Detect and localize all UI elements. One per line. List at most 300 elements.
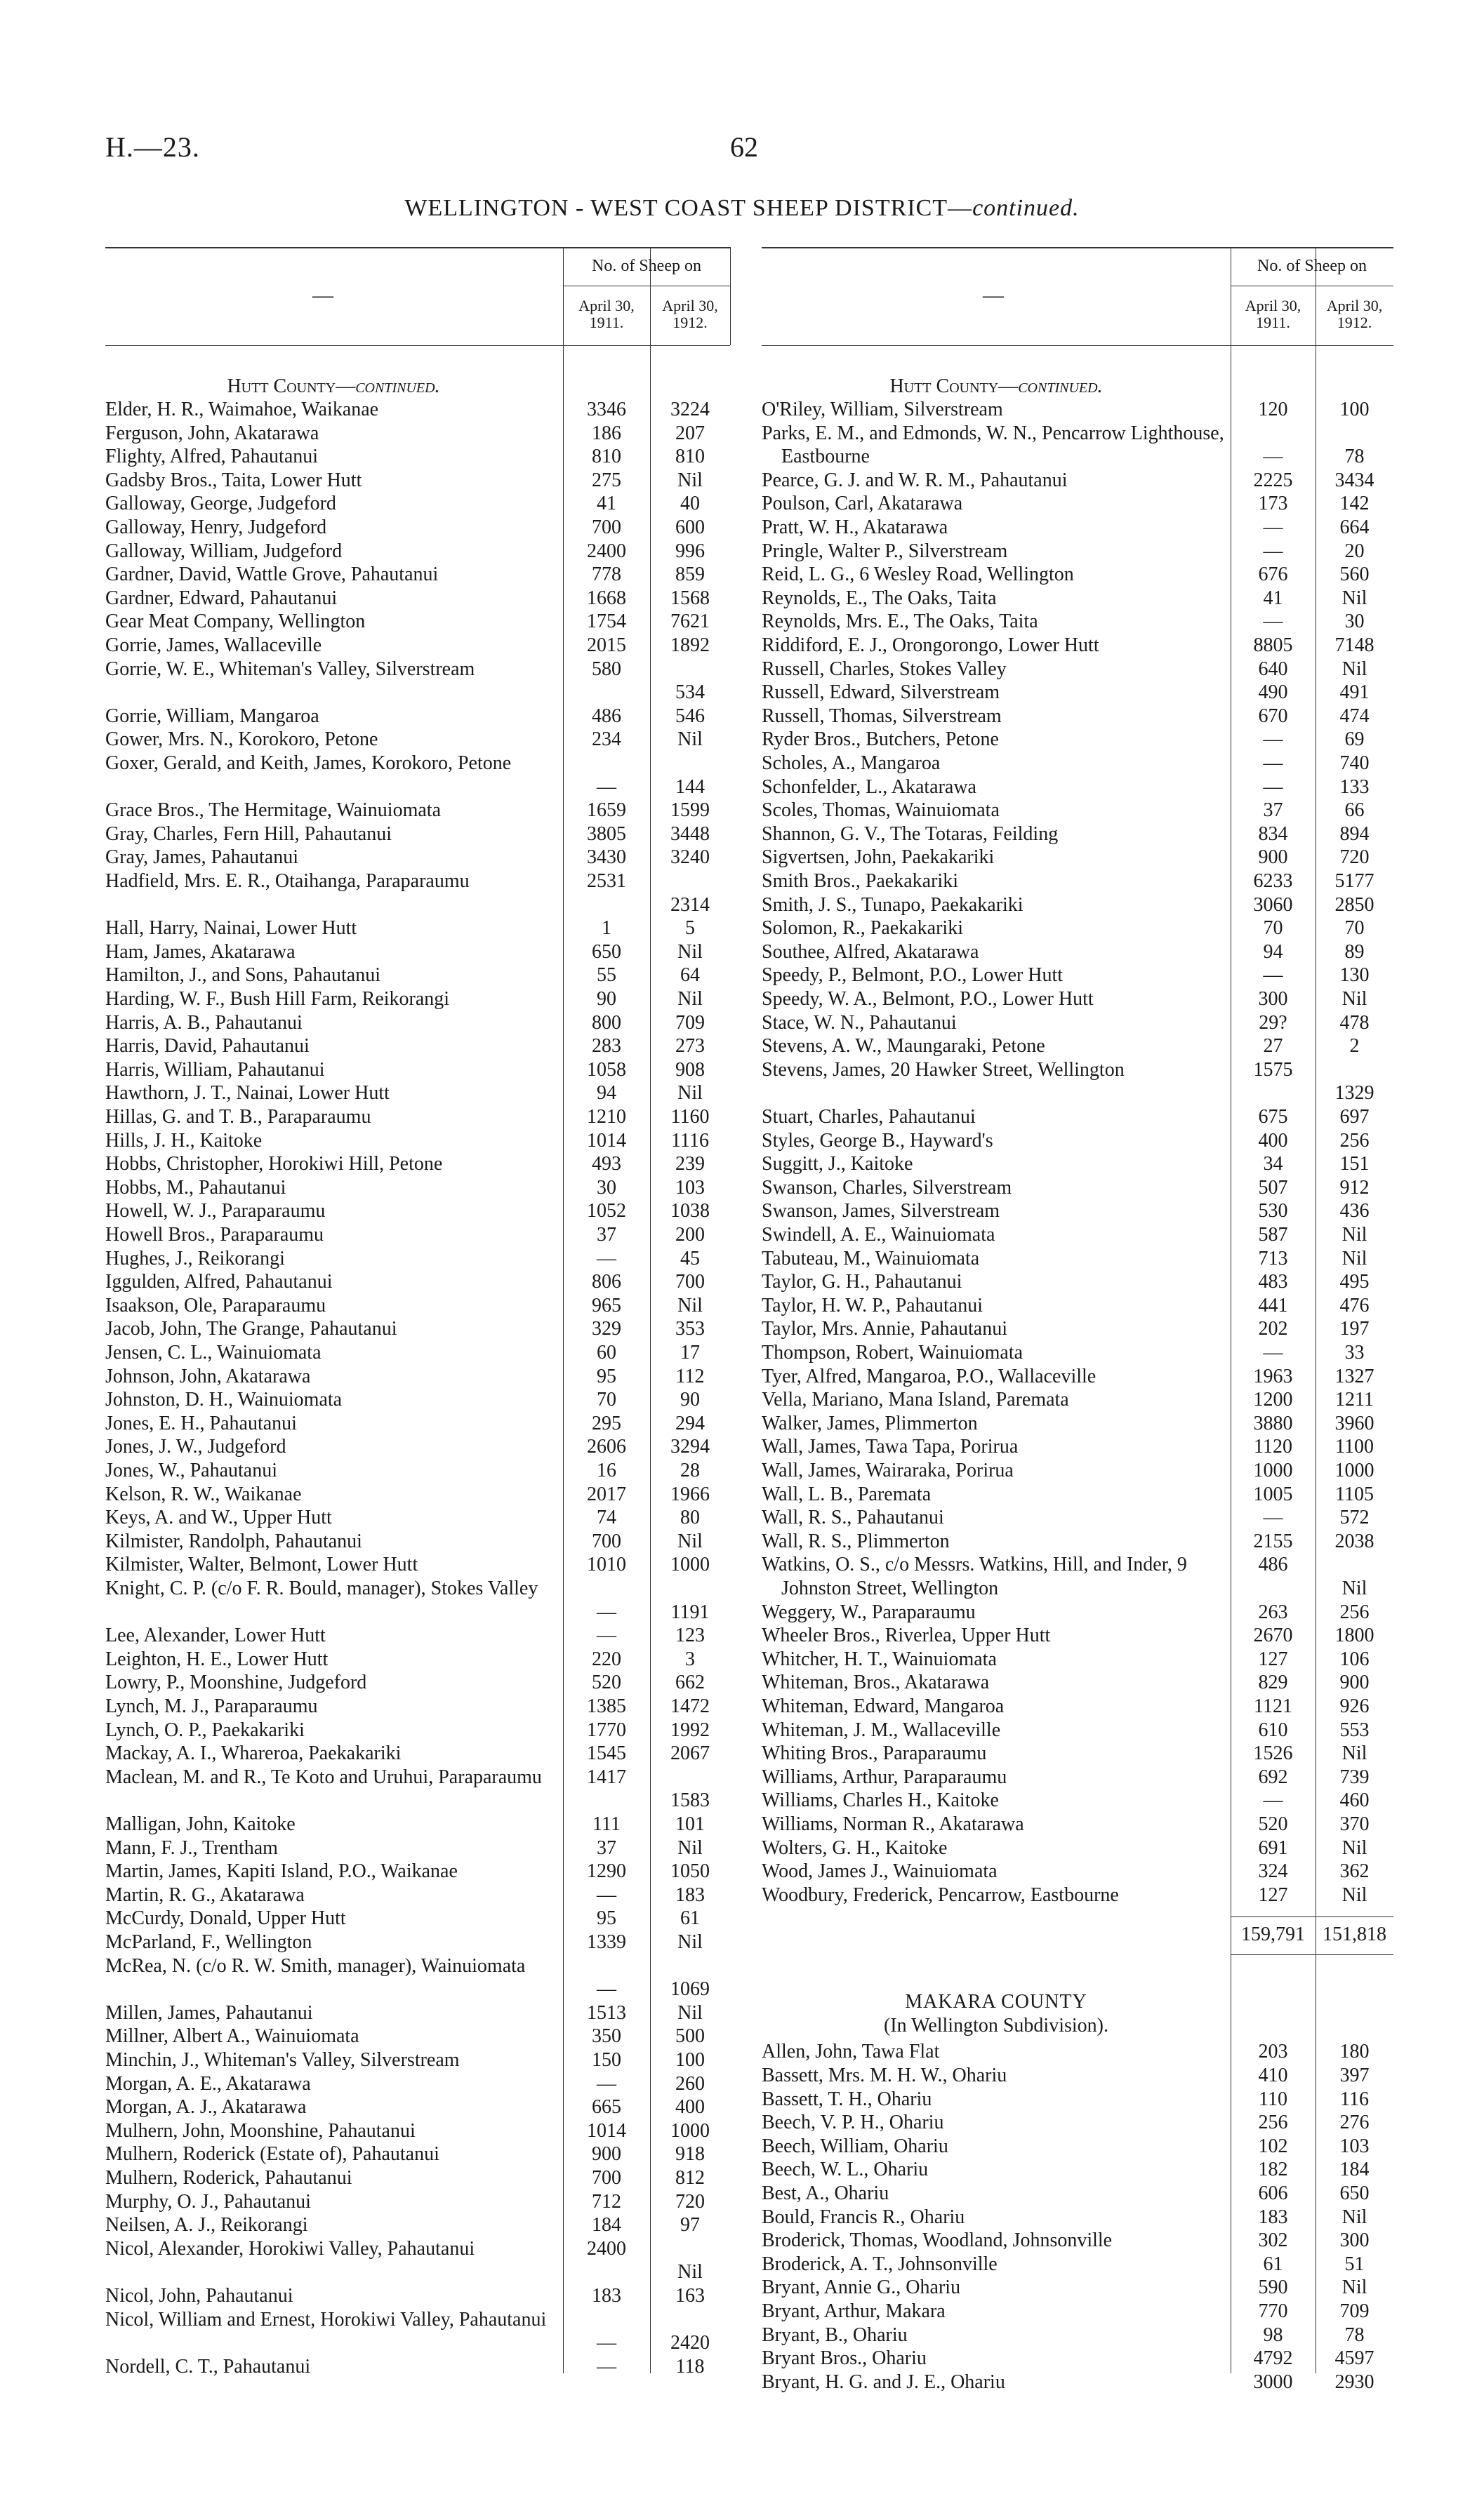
- owner-name: Bassett, Mrs. M. H. W., Ohariu: [762, 2064, 1007, 2086]
- count-1912: 4597: [1334, 2347, 1374, 2370]
- count-1911: 1339: [587, 1931, 626, 1953]
- table-row: [762, 940, 1393, 964]
- owner-name: Wall, L. B., Paremata: [762, 1483, 932, 1505]
- owner-name: Swanson, Charles, Silverstream: [762, 1176, 1012, 1199]
- table-row: [105, 1365, 730, 1389]
- count-1911: 2225: [1253, 469, 1293, 491]
- count-1911: 486: [1258, 1554, 1288, 1576]
- count-1911: —: [1263, 1507, 1283, 1529]
- owner-name: Goxer, Gerald, and Keith, James, Korokoro, Petone: [105, 752, 512, 774]
- table-row: [105, 2001, 730, 2025]
- table-row: [105, 492, 730, 516]
- owner-name: Lynch, O. P., Paekakariki: [105, 1719, 305, 1741]
- count-1911: 590: [1258, 2276, 1288, 2299]
- count-1911: 441: [1258, 1294, 1288, 1316]
- count-1912: 1191: [670, 1601, 710, 1623]
- count-1911: 3346: [587, 399, 626, 420]
- count-1912: Nil: [1341, 587, 1367, 609]
- total-rule-bottom: [1231, 1954, 1393, 1955]
- count-1911: 1052: [587, 1200, 626, 1222]
- table-row: [762, 1388, 1393, 1412]
- table-row: [105, 1199, 730, 1223]
- owner-name: Pearce, G. J. and W. R. M., Pahautanui: [762, 469, 1068, 491]
- count-1912: 353: [675, 1318, 705, 1340]
- owner-name: Broderick, A. T., Johnsonville: [762, 2253, 998, 2275]
- count-1912: 294: [675, 1412, 705, 1434]
- table-row: [762, 2229, 1393, 2253]
- count-1912: 664: [1339, 516, 1370, 538]
- count-1911: 61: [1263, 2253, 1283, 2275]
- count-1912: 2420: [670, 2332, 710, 2354]
- table-row: [105, 445, 730, 469]
- count-1911: 70: [597, 1389, 616, 1411]
- count-1912: 260: [675, 2072, 705, 2095]
- owner-name: Bassett, T. H., Ohariu: [762, 2088, 932, 2110]
- owner-name: Hawthorn, J. T., Nainai, Lower Hutt: [105, 1082, 390, 1105]
- owner-name: Pringle, Walter P., Silverstream: [762, 540, 1008, 562]
- count-1912: 239: [675, 1153, 705, 1175]
- owner-name: Smith Bros., Paekakariki: [762, 870, 958, 892]
- table-row: [105, 1176, 730, 1200]
- table-row: [762, 1483, 1393, 1507]
- table-row: [105, 1459, 730, 1483]
- table-row: [762, 1341, 1393, 1365]
- count-1911: 95: [597, 1907, 616, 1930]
- count-1912: Nil: [1341, 2276, 1367, 2299]
- count-1911: 1417: [587, 1766, 626, 1788]
- owner-name: Jones, W., Pahautanui: [105, 1460, 277, 1481]
- count-1912: 133: [1339, 775, 1370, 798]
- owner-name: Styles, George B., Hayward's: [762, 1129, 993, 1152]
- table-row: [762, 2206, 1393, 2229]
- count-1912: 300: [1339, 2229, 1370, 2252]
- owner-name: Speedy, W. A., Belmont, P.O., Lower Hutt: [762, 988, 1094, 1010]
- owner-name: Wall, James, Wairaraka, Porirua: [762, 1460, 1014, 1481]
- owner-name: Scoles, Thomas, Wainuiomata: [762, 799, 1000, 822]
- table-row: [105, 728, 730, 752]
- table-row: [762, 2040, 1393, 2064]
- count-1912: 180: [1339, 2041, 1370, 2063]
- owner-name: Gray, Charles, Fern Hill, Pahautanui: [105, 822, 392, 845]
- owner-name: Wolters, G. H., Kaitoke: [762, 1836, 948, 1859]
- table-row: [105, 1766, 730, 1813]
- owner-name: Swindell, A. E., Wainuiomata: [762, 1224, 995, 1246]
- count-1911: 350: [592, 2025, 621, 2048]
- owner-name: Solomon, R., Paekakariki: [762, 917, 963, 940]
- count-1911: 127: [1258, 1648, 1288, 1670]
- table-row: [105, 2213, 730, 2237]
- owner-name: Pratt, W. H., Akatarawa: [762, 516, 948, 538]
- table-row: [762, 1058, 1393, 1105]
- count-1912: Nil: [677, 728, 703, 751]
- owner-name: Watkins, O. S., c/o Messrs. Watkins, Hill, and Inder, 9 Johnston Street, Wellington: [762, 1554, 1187, 1599]
- count-1911: 1000: [1253, 1460, 1293, 1481]
- owner-name: Gear Meat Company, Wellington: [105, 611, 366, 633]
- count-1911: —: [1263, 516, 1283, 538]
- count-1911: 183: [592, 2285, 621, 2307]
- count-1912: 1038: [670, 1200, 710, 1222]
- table-row: [762, 1789, 1393, 1813]
- table-row: [762, 1412, 1393, 1436]
- count-1912: 370: [1339, 1813, 1370, 1835]
- count-1911: 98: [1263, 2324, 1283, 2346]
- owner-name: Whiteman, J. M., Wallaceville: [762, 1719, 1001, 1741]
- owner-name: Hall, Harry, Nainai, Lower Hutt: [105, 917, 357, 940]
- count-1912: 2: [1349, 1035, 1360, 1058]
- owner-name: Stuart, Charles, Pahautanui: [762, 1106, 976, 1128]
- count-1912: 151: [1339, 1153, 1370, 1175]
- count-1911: 580: [592, 658, 621, 680]
- table-row: [762, 893, 1393, 917]
- table-row: [105, 1270, 730, 1294]
- count-1912: 1000: [670, 2119, 710, 2142]
- count-1911: 834: [1258, 822, 1288, 845]
- count-1911: 300: [1258, 988, 1288, 1010]
- table-row: [105, 2166, 730, 2190]
- owner-name: Kelson, R. W., Waikanae: [105, 1483, 302, 1505]
- count-1912: Nil: [1341, 1742, 1367, 1765]
- count-1912: 474: [1339, 705, 1370, 727]
- table-row: [105, 1860, 730, 1884]
- table-row: [762, 492, 1393, 516]
- count-1911: 587: [1258, 1224, 1288, 1246]
- table-row: [762, 1648, 1393, 1672]
- count-1912: 500: [675, 2025, 705, 2048]
- owner-name: Walker, James, Plimmerton: [762, 1412, 978, 1434]
- owner-name: Hills, J. H., Kaitoke: [105, 1129, 263, 1152]
- count-1911: 220: [592, 1648, 621, 1670]
- owner-name: Iggulden, Alfred, Pahautanui: [105, 1271, 333, 1293]
- count-1911: 55: [597, 964, 616, 987]
- owner-name: Reynolds, Mrs. E., The Oaks, Taita: [762, 611, 1038, 633]
- count-1911: 400: [1258, 1129, 1288, 1152]
- count-1911: —: [1263, 964, 1283, 987]
- table-row: [762, 822, 1393, 846]
- count-1912: 560: [1339, 564, 1370, 586]
- owner-name: Jones, J. W., Judgeford: [105, 1436, 286, 1458]
- table-row: [105, 2048, 730, 2072]
- owner-name: McRea, N. (c/o R. W. Smith, manager), Wainuiomata: [105, 1954, 526, 1977]
- count-1911: —: [597, 1884, 616, 1906]
- count-1911: 120: [1258, 399, 1288, 420]
- count-1911: 6233: [1253, 870, 1293, 892]
- count-1911: 8805: [1253, 634, 1293, 656]
- table-row: [105, 2119, 730, 2143]
- count-1912: 1000: [1334, 1460, 1374, 1481]
- owner-name: Harris, A. B., Pahautanui: [105, 1011, 303, 1034]
- count-1911: 675: [1258, 1106, 1288, 1128]
- count-1912: 1800: [1334, 1625, 1374, 1647]
- head-group: No. of Sheep on: [592, 257, 701, 275]
- table-row: [105, 1294, 730, 1318]
- count-1911: —: [597, 2072, 616, 2095]
- table-row: [762, 1176, 1393, 1200]
- table-row: [105, 2308, 730, 2355]
- owner-name: Taylor, Mrs. Annie, Pahautanui: [762, 1318, 1007, 1340]
- table-row: [105, 1553, 730, 1577]
- table-row: [105, 1671, 730, 1695]
- count-1911: 900: [1258, 846, 1288, 869]
- count-1912: 1105: [1335, 1483, 1374, 1505]
- head-c1-r: April 30, 1911.: [1245, 297, 1301, 331]
- owner-name: Hillas, G. and T. B., Paraparaumu: [105, 1106, 371, 1128]
- owner-name: Bryant, B., Ohariu: [762, 2324, 908, 2346]
- owner-name: Whitcher, H. T., Wainuiomata: [762, 1648, 997, 1670]
- owner-name: Beech, W. L., Ohariu: [762, 2159, 929, 2181]
- table-row: [762, 964, 1393, 987]
- count-1911: 184: [592, 2214, 621, 2236]
- table-row: [105, 1388, 730, 1412]
- owner-name: Taylor, G. H., Pahautanui: [762, 1271, 962, 1293]
- count-1912: 894: [1339, 822, 1370, 845]
- count-1911: 94: [1263, 940, 1283, 963]
- total-rule: [1231, 1916, 1393, 1917]
- count-1911: 3430: [587, 846, 626, 869]
- table-row: [105, 634, 730, 658]
- count-1912: Nil: [677, 1931, 703, 1953]
- count-1912: 1116: [671, 1129, 709, 1152]
- owner-name: Beech, V. P. H., Ohariu: [762, 2112, 944, 2134]
- owner-name: Thompson, Robert, Wainuiomata: [762, 1342, 1023, 1364]
- table-row: [105, 1152, 730, 1176]
- count-1911: 1010: [587, 1554, 626, 1576]
- owner-name: Martin, R. G., Akatarawa: [105, 1884, 305, 1906]
- count-1911: 110: [1259, 2088, 1287, 2110]
- owner-name: Bryant, H. G. and J. E., Ohariu: [762, 2371, 1005, 2393]
- count-1911: 173: [1258, 493, 1288, 515]
- table-row: [105, 1247, 730, 1271]
- table-row: [762, 1813, 1393, 1836]
- count-1912: 123: [675, 1625, 705, 1647]
- count-1911: 41: [597, 493, 616, 515]
- count-1912: 7621: [670, 611, 710, 633]
- table-row: [105, 1317, 730, 1341]
- count-1912: 2314: [670, 893, 710, 916]
- count-1912: 491: [1339, 681, 1370, 704]
- table-row: [762, 987, 1393, 1011]
- count-1912: 1568: [670, 587, 710, 609]
- count-1911: 670: [1258, 705, 1288, 727]
- owner-name: Gorrie, William, Mangaroa: [105, 705, 319, 727]
- table-row: [105, 1624, 730, 1648]
- count-1911: —: [597, 2332, 616, 2354]
- owner-name: Stace, W. N., Pahautanui: [762, 1011, 957, 1034]
- owner-name: Hamilton, J., and Sons, Pahautanui: [105, 964, 380, 987]
- count-1912: 1000: [670, 1554, 710, 1576]
- table-row: [105, 422, 730, 446]
- owner-name: Mulhern, Roderick (Estate of), Pahautanui: [105, 2143, 439, 2166]
- count-1912: 3448: [670, 822, 710, 845]
- table-row: [762, 1011, 1393, 1035]
- count-1912: 197: [1339, 1318, 1370, 1340]
- count-1912: 28: [680, 1460, 700, 1481]
- count-1911: 60: [597, 1342, 616, 1364]
- count-1912: Nil: [677, 1082, 703, 1105]
- table-row: [105, 1034, 730, 1058]
- count-1912: 918: [675, 2143, 705, 2166]
- owner-name: Whiteman, Bros., Akatarawa: [762, 1672, 990, 1694]
- owner-name: Vella, Mariano, Mana Island, Paremata: [762, 1389, 1069, 1411]
- owner-name: Johnston, D. H., Wainuiomata: [105, 1389, 343, 1411]
- owner-name: Leighton, H. E., Lower Hutt: [105, 1648, 329, 1670]
- owner-name: Nicol, William and Ernest, Horokiwi Valley, Pahautanui: [105, 2308, 547, 2331]
- owner-name: Grace Bros., The Hermitage, Wainuiomata: [105, 799, 441, 822]
- owner-name: Smith, J. S., Tunapo, Paekakariki: [762, 893, 1023, 916]
- table-row: [762, 846, 1393, 869]
- count-1911: 234: [592, 728, 621, 751]
- count-1912: 106: [1339, 1648, 1370, 1670]
- owner-name: Howell Bros., Paraparaumu: [105, 1224, 324, 1246]
- count-1911: 1963: [1253, 1365, 1293, 1387]
- owner-name: Neilsen, A. J., Reikorangi: [105, 2214, 308, 2236]
- table-row: [762, 2135, 1393, 2159]
- count-1911: 1770: [587, 1719, 626, 1741]
- count-1912: 495: [1339, 1271, 1370, 1293]
- count-1912: 572: [1339, 1507, 1370, 1529]
- count-1911: —: [1263, 752, 1283, 774]
- count-1911: 1575: [1253, 1058, 1293, 1081]
- table-row: [762, 1671, 1393, 1695]
- count-1912: 709: [675, 1011, 705, 1034]
- table-row: [105, 1813, 730, 1836]
- count-1911: 203: [1258, 2041, 1288, 2063]
- owner-name: Taylor, H. W. P., Pahautanui: [762, 1294, 983, 1316]
- owner-name: Minchin, J., Whiteman's Valley, Silverstream: [105, 2049, 460, 2071]
- table-row: [105, 540, 730, 564]
- count-1911: 127: [1258, 1884, 1288, 1906]
- count-1912: 69: [1344, 728, 1365, 751]
- count-1912: 20: [1344, 540, 1365, 562]
- count-1911: 4792: [1253, 2347, 1293, 2370]
- count-1912: 89: [1344, 940, 1365, 963]
- count-1912: 90: [680, 1389, 700, 1411]
- count-1911: 182: [1258, 2159, 1288, 2181]
- owner-name: Tyer, Alfred, Mangaroa, P.O., Wallaceville: [762, 1365, 1097, 1387]
- table-row: [762, 1553, 1393, 1600]
- count-1912: 1211: [1335, 1389, 1374, 1411]
- table-row: [762, 516, 1393, 540]
- owner-name: Nicol, Alexander, Horokiwi Valley, Pahautanui: [105, 2237, 475, 2260]
- owner-name: Gower, Mrs. N., Korokoro, Petone: [105, 728, 378, 751]
- count-1911: 1659: [587, 799, 626, 822]
- count-1912: 80: [680, 1507, 700, 1529]
- owner-name: Woodbury, Frederick, Pencarrow, Eastbourne: [762, 1884, 1119, 1906]
- count-1911: 493: [592, 1153, 621, 1175]
- table-row: [105, 469, 730, 493]
- table-row: [105, 1742, 730, 1766]
- count-1911: 256: [1258, 2112, 1288, 2134]
- owner-name: Hobbs, M., Pahautanui: [105, 1176, 286, 1199]
- owner-name: Galloway, William, Judgeford: [105, 540, 343, 562]
- owner-name: Stevens, A. W., Maungaraki, Petone: [762, 1035, 1045, 1058]
- count-1911: 1210: [587, 1106, 626, 1128]
- count-1912: 103: [1339, 2135, 1370, 2157]
- count-1912: Nil: [1341, 1836, 1367, 1859]
- right-column: [762, 247, 1393, 2393]
- owner-name: Jones, E. H., Pahautanui: [105, 1412, 297, 1434]
- table-row: [105, 705, 730, 728]
- owner-name: Bryant Bros., Ohariu: [762, 2347, 927, 2370]
- count-1912: 478: [1339, 1011, 1370, 1034]
- table-row: [762, 2182, 1393, 2206]
- count-1911: 2670: [1253, 1625, 1293, 1647]
- table-row: [105, 1931, 730, 1954]
- count-1911: 95: [597, 1365, 616, 1387]
- count-1912: 553: [1339, 1719, 1370, 1741]
- table-row: [762, 1860, 1393, 1884]
- count-1911: 1058: [587, 1058, 626, 1081]
- count-1911: 2400: [587, 540, 626, 562]
- count-1911: 800: [592, 1011, 621, 1034]
- table-row: [105, 587, 730, 611]
- count-1912: 460: [1339, 1789, 1370, 1812]
- count-1911: 263: [1258, 1601, 1288, 1623]
- count-1911: —: [1263, 611, 1283, 633]
- table-row: [762, 1199, 1393, 1223]
- owner-name: Isaakson, Ole, Paraparaumu: [105, 1294, 326, 1316]
- count-1911: —: [597, 775, 616, 798]
- count-1911: 806: [592, 1271, 621, 1293]
- count-1912: Nil: [1341, 1884, 1367, 1906]
- table-row: [762, 2347, 1393, 2371]
- table-row: [105, 752, 730, 799]
- table-row: [762, 1317, 1393, 1341]
- table-row: [105, 1435, 730, 1459]
- owner-name: Howell, W. J., Paraparaumu: [105, 1200, 326, 1222]
- owner-name: Jensen, C. L., Wainuiomata: [105, 1342, 322, 1364]
- table-row: [105, 869, 730, 916]
- count-1912: 1472: [670, 1695, 710, 1717]
- count-1911: 676: [1258, 564, 1288, 586]
- owner-name: Williams, Charles H., Kaitoke: [762, 1789, 999, 1812]
- count-1912: 397: [1339, 2064, 1370, 2086]
- count-1911: 2531: [587, 870, 626, 892]
- count-1911: 37: [597, 1224, 616, 1246]
- owner-name: Keys, A. and W., Upper Hutt: [105, 1507, 332, 1529]
- table-row: [762, 2158, 1393, 2182]
- owner-name: Ferguson, John, Akatarawa: [105, 422, 319, 444]
- count-1912: 709: [1339, 2300, 1370, 2322]
- table-row: [762, 1530, 1393, 1554]
- count-1912: 697: [1339, 1106, 1370, 1128]
- count-1912: Nil: [1341, 2206, 1367, 2228]
- count-1912: 3240: [670, 846, 710, 869]
- title-continued: continued.: [972, 195, 1080, 221]
- count-1912: 3294: [670, 1436, 710, 1458]
- table-row: [762, 869, 1393, 893]
- owner-name: Mulhern, John, Moonshine, Pahautanui: [105, 2119, 416, 2142]
- count-1912: Nil: [677, 469, 703, 491]
- table-row: [762, 2300, 1393, 2324]
- count-1911: 275: [592, 469, 621, 491]
- count-1911: 1513: [587, 2001, 626, 2024]
- count-1912: 1329: [1334, 1082, 1374, 1105]
- page-number: 62: [730, 131, 758, 163]
- owner-name: Ryder Bros., Butchers, Petone: [762, 728, 999, 751]
- owner-name: Bould, Francis R., Ohariu: [762, 2206, 965, 2228]
- owner-name: Kilmister, Walter, Belmont, Lower Hutt: [105, 1554, 418, 1576]
- owner-name: Russell, Edward, Silverstream: [762, 681, 1000, 704]
- owner-name: Hughes, J., Reikorangi: [105, 1247, 285, 1269]
- table-row: [762, 587, 1393, 611]
- owner-name: Allen, John, Tawa Flat: [762, 2041, 940, 2063]
- table-row: [105, 1648, 730, 1672]
- count-1911: —: [597, 1247, 616, 1269]
- count-1911: 2606: [587, 1436, 626, 1458]
- owner-name: Flighty, Alfred, Pahautanui: [105, 446, 319, 468]
- title-main: WELLINGTON - WEST COAST SHEEP DISTRICT—: [404, 195, 973, 221]
- count-1912: 908: [675, 1058, 705, 1081]
